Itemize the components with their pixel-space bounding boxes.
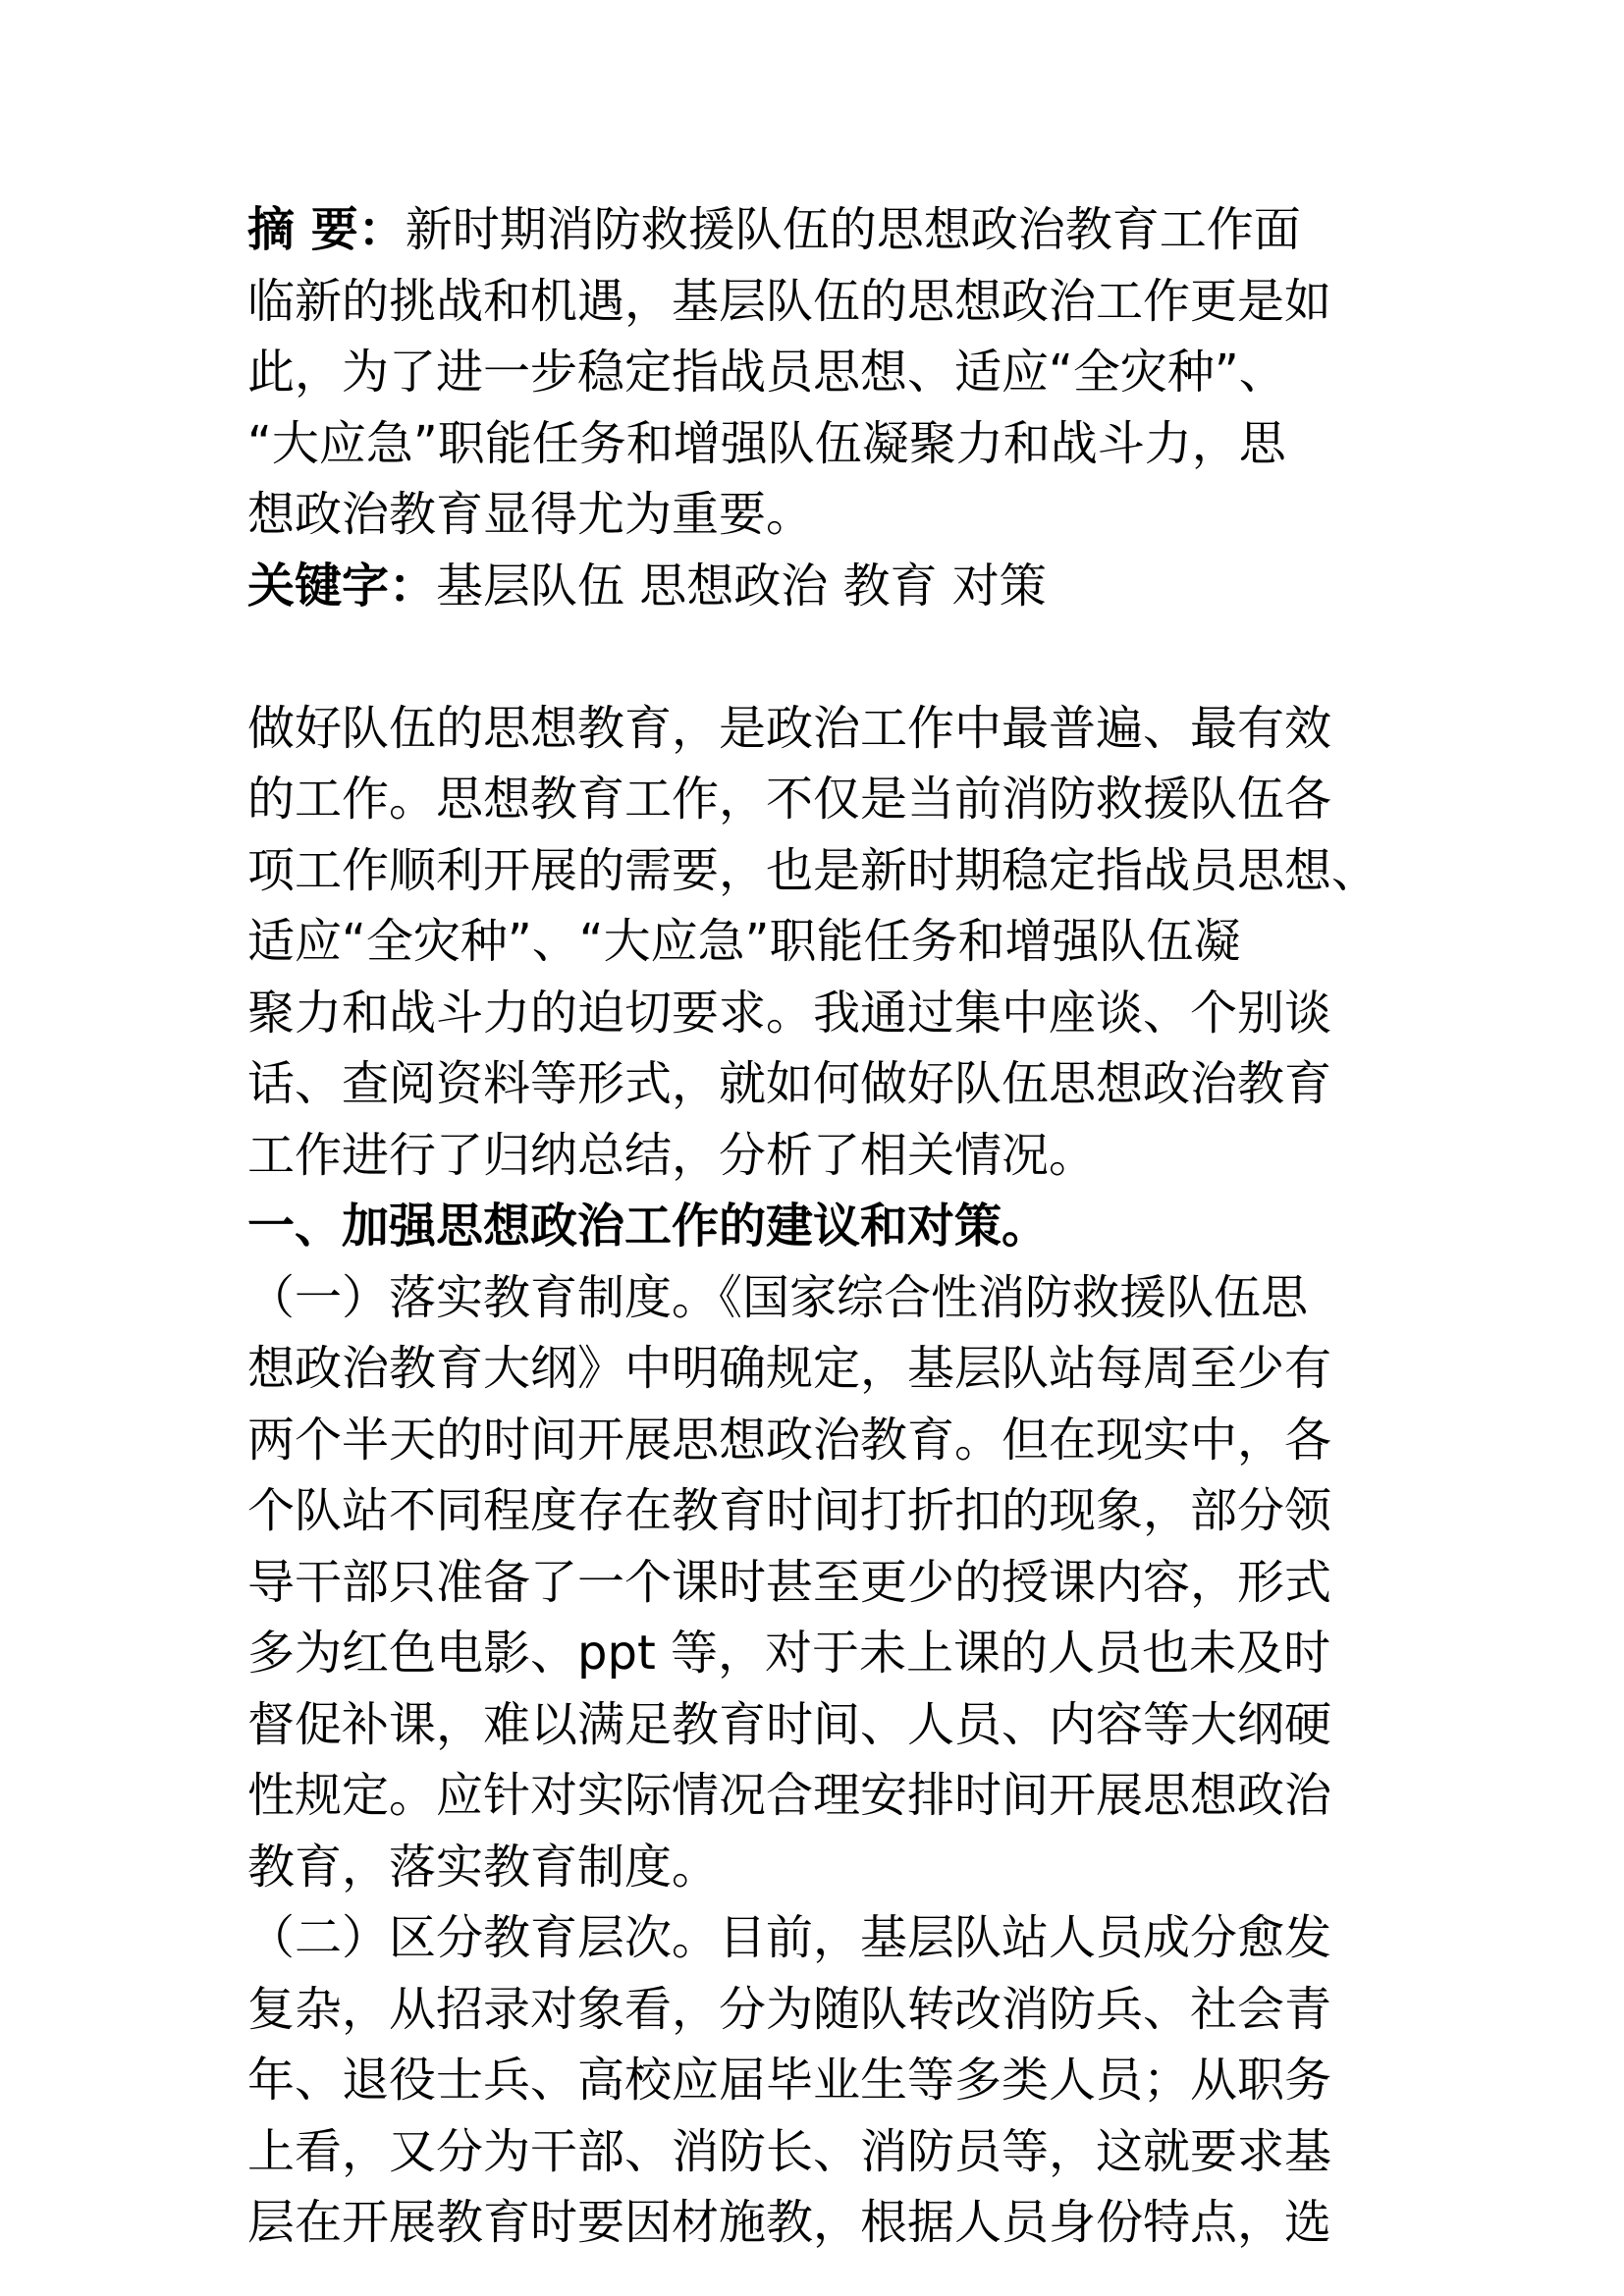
section-heading: 一、加强思想政治工作的建议和对策。 bbox=[247, 1199, 1050, 1254]
keywords-text: 基层队伍 思想政治 教育 对策 bbox=[436, 558, 1047, 614]
item-line: 层在开展教育时要因材施教，根据人员身份特点，选 bbox=[247, 2195, 1332, 2250]
abstract-text: 新时期消防救援队伍的思想政治教育工作面 bbox=[405, 202, 1301, 257]
intro-line: 做好队伍的思想教育，是政治工作中最普遍、最有效 bbox=[247, 700, 1332, 756]
item-line: 想政治教育大纲》中明确规定，基层队站每周至少有 bbox=[247, 1341, 1332, 1396]
item-line: 性规定。应针对实际情况合理安排时间开展思想政治 bbox=[247, 1768, 1332, 1823]
intro-line: 适应“全灾种”、“大应急”职能任务和增强队伍凝 bbox=[247, 914, 1241, 969]
item-line: 上看，又分为干部、消防长、消防员等，这就要求基 bbox=[247, 2123, 1332, 2179]
abstract-line: 临新的挑战和机遇，基层队伍的思想政治工作更是如 bbox=[247, 273, 1332, 329]
intro-paragraph bbox=[247, 693, 1406, 1192]
abstract-line: 想政治教育显得尤为重要。 bbox=[247, 487, 814, 542]
intro-line: 项工作顺利开展的需要，也是新时期稳定指战员思想、 bbox=[247, 842, 1380, 898]
intro-line: 的工作。思想教育工作，不仅是当前消防救援队伍各 bbox=[247, 772, 1332, 827]
keywords-line bbox=[247, 551, 1406, 622]
item-line: （二）区分教育层次。目前，基层队站人员成分愈发 bbox=[247, 1910, 1332, 1965]
document-body bbox=[247, 194, 1406, 2259]
item-line: （一）落实教育制度。《国家综合性消防救援队伍思 bbox=[247, 1269, 1309, 1325]
item-line: 两个半天的时间开展思想政治教育。但在现实中，各 bbox=[247, 1412, 1332, 1468]
item-line: 教育，落实教育制度。 bbox=[247, 1839, 720, 1895]
item-line: 督促补课，难以满足教育时间、人员、内容等大纲硬 bbox=[247, 1696, 1332, 1752]
section-item-2 bbox=[247, 1902, 1406, 2259]
section-1 bbox=[247, 1191, 1406, 2259]
item-line: 个队站不同程度存在教育时间打折扣的现象，部分领 bbox=[247, 1483, 1332, 1538]
abstract-label: 摘 要： bbox=[247, 202, 406, 257]
abstract-line: “大应急”职能任务和增强队伍凝聚力和战斗力，思 bbox=[247, 415, 1286, 471]
item-line: 导干部只准备了一个课时甚至更少的授课内容，形式 bbox=[247, 1554, 1332, 1610]
paragraph-spacer bbox=[247, 621, 1406, 693]
item-line: 复杂，从招录对象看，分为随队转改消防兵、社会青 bbox=[247, 1981, 1332, 2037]
intro-line: 话、查阅资料等形式，就如何做好队伍思想政治教育 bbox=[247, 1056, 1332, 1111]
keywords-paragraph bbox=[247, 551, 1406, 622]
abstract-paragraph bbox=[247, 194, 1406, 551]
section-item-1 bbox=[247, 1262, 1406, 1903]
intro-line: 聚力和战斗力的迫切要求。我通过集中座谈、个别谈 bbox=[247, 985, 1332, 1041]
intro-line: 工作进行了归纳总结，分析了相关情况。 bbox=[247, 1127, 1097, 1183]
item-line: 多为红色电影、ppt 等，对于未上课的人员也未及时 bbox=[247, 1626, 1331, 1681]
item-line: 年、退役士兵、高校应届毕业生等多类人员；从职务 bbox=[247, 2053, 1332, 2108]
abstract-line: 此，为了进一步稳定指战员思想、适应“全灾种”、 bbox=[247, 345, 1286, 400]
keywords-label: 关键字： bbox=[247, 558, 437, 614]
abstract-line bbox=[247, 194, 1406, 266]
